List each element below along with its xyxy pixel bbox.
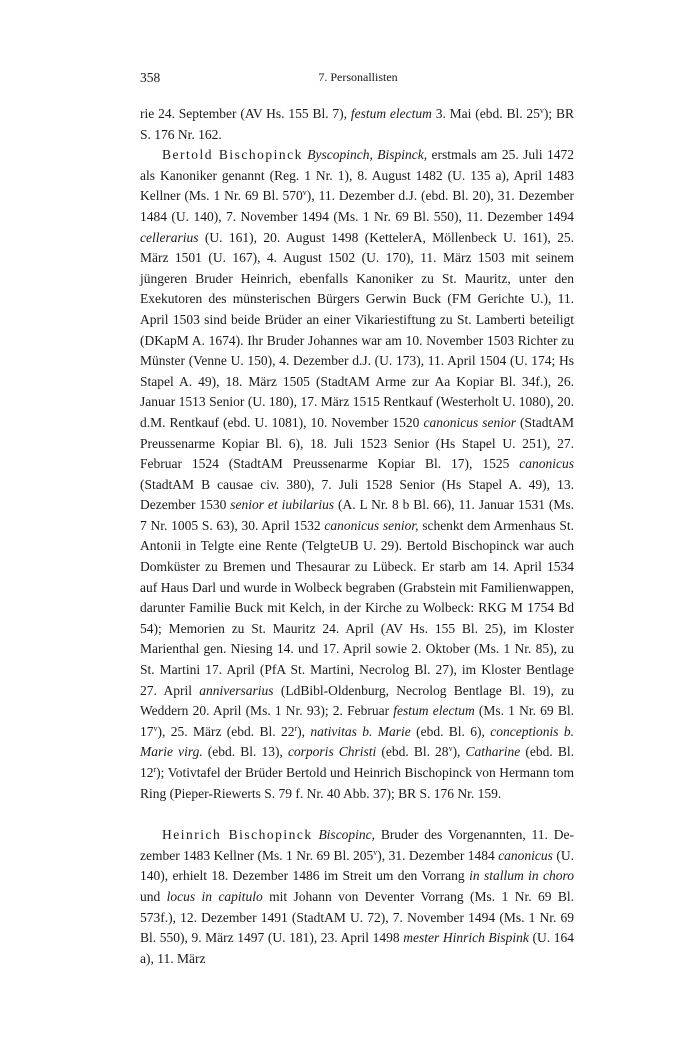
paragraph-heinrich: [140, 825, 574, 969]
italic-term: canonicus: [498, 847, 553, 863]
text-run: (Ms. 1 Nr. 69 Bl. 17: [140, 703, 574, 739]
body-text: [140, 104, 574, 969]
italic-term: locus in capitulo: [166, 888, 263, 904]
text-run: (A. L Nr. 8 b Bl. 66), 11. Januar 1531 (Ms. 7 Nr. 1005 S. 63), 30. April 1532: [140, 497, 574, 533]
text-run: (U. 161), 20. August 1498 (KettelerA, Möllenbeck U. 161), 25. März 1501 (U. 167), 4. August 1502 (U. 170), 11. März 1503 mit seinem jüngeren Bruder Heinrich, ebenfalls Kanoniker zu St. Mauritz, unter den Exekutoren des münsterischen Bürgers Gerwin Buck (FM Gerichte U.), 11. April 1503 sind beide Brüder an einer Vikariestiftung zu St. Lamberti beteiligt (DKapM A. 1674). Ihr Bruder Johannes war am 10. November 1503 Richter zu Münster (Venne U. 150), 4. Dezember d.J. (U. 173), 11. April 1504 (U. 174; Hs Stapel A. 49), 18. März 1505 (StadtAM Arme zur Aa Kopiar Bl. 34f.), 26. Januar 1513 Senior (U. 180), 17. März 1515 Rentkauf (Westerholt U. 1080), 20. d.M. Rentkauf (ebd. U. 1081), 10. November 1520: [140, 229, 574, 430]
running-title: 7. Personallisten: [318, 70, 398, 84]
person-name: Bertold Bischopinck: [162, 147, 303, 163]
italic-term: mester Hinrich Bispink: [403, 930, 529, 946]
text-run: erstmals am 25. Juli 1472 als Kanoniker genannt (Reg. 1 Nr. 1), 8. August 1482 (U. 135 a), April 1483 Kellner (Ms. 1 Nr. 69 Bl. 570: [140, 147, 574, 204]
italic-term: corporis Christi: [287, 744, 377, 760]
text-run: (U. 164 a), 11. März: [140, 930, 574, 966]
folio-superscript: r: [294, 723, 298, 733]
italic-term: festum electum: [350, 106, 432, 121]
text-run: und: [140, 888, 167, 904]
text-run: (ebd. Bl. 12: [140, 744, 574, 780]
text-run: (LdBibl-Oldenburg, Necrolog Bentlage Bl. 19), zu Weddern 20. April (Ms. 1 Nr. 93); 2. Februar: [140, 682, 574, 719]
text-run: (ebd. Bl. 13),: [202, 744, 288, 760]
italic-term: anniversarius: [199, 682, 274, 698]
text-run: ), 11. Dezember d.J. (ebd. Bl. 20), 31. Dezember 1484 (U. 140), 7. November 1494 (Ms. 1 Nr. 69 Bl. 550), 11. Dezember 1494: [140, 188, 574, 224]
folio-superscript: v: [302, 188, 307, 198]
text-run: mit Johann von Deventer Vorrang (Ms. 1 Nr. 69 Bl. 573f.), 12. Dezember 1491 (StadtAM U. 72), 7. November 1494 (Ms. 1 Nr. 69 Bl. 550), 9. März 1497 (U. 181), 23. April 1498: [140, 888, 575, 946]
text-run: (ebd. Bl. 6),: [410, 723, 491, 739]
paragraph-cont: [140, 104, 574, 145]
text-run: ),: [452, 744, 466, 760]
italic-term: Byscopinch, Bispinck,: [307, 147, 428, 163]
italic-term: Biscopinc,: [318, 827, 376, 843]
text-run: Bruder des Vorgenannten, 11. Dezember 1483 Kellner (Ms. 1 Nr. 69 Bl. 205: [140, 827, 575, 863]
person-name: Heinrich Bischopinck: [162, 827, 313, 843]
italic-term: conceptionis b. Marie virg.: [140, 723, 574, 760]
italic-term: Catharine: [465, 744, 521, 760]
text-run: (StadtAM B causae civ. 380), 7. Juli 1528 Senior (Hs Stapel A. 49), 13. Dezember 1530: [140, 476, 574, 513]
italic-term: canonicus senior: [423, 414, 516, 430]
italic-term: nativitas b. Marie: [310, 723, 411, 739]
text-run: ), 31. Dezember 1484: [377, 847, 499, 863]
folio-superscript: v: [153, 723, 158, 733]
folio-superscript: v: [373, 847, 378, 857]
text-run: ), 25. März (ebd. Bl. 22: [157, 723, 295, 739]
page-number: 358: [140, 70, 161, 85]
page-header: [140, 70, 576, 90]
folio-superscript: v: [539, 106, 544, 115]
text-run: ),: [297, 723, 311, 739]
text-run: schenkt dem Armenhaus St. Antonii in Telgte eine Rente (TelgteUB U. 29). Bertold Bischopinck war auch Domküster zu Bremen und Thesaurar zu Lübeck. Er starb am 14. April 1534 auf Haus Darl und wurde in Wolbeck begraben (Grabstein mit Familienwappen, darunter Familie Buck mit Kelch, in der Kirche zu Wolbeck: RKG M 1754 Bd 54); Memorien zu St. Mauritz 24. April (AV Hs. 155 Bl. 25), im Kloster Marienthal gen. Niesing 14. und 17. April sowie 2. Oktober (Ms. 1 Nr. 85), zu St. Martini 17. April (PfA St. Martini, Necrolog Bl. 27), im Kloster Bentlage 27. April: [140, 517, 574, 698]
text-run: (ebd. Bl. 28: [376, 744, 449, 760]
italic-term: festum electum: [393, 703, 475, 719]
text-run: ); Votivtafel der Brüder Bertold und Heinrich Bischopinck von Hermann tom Ring (Pieper-Riewerts S. 79 f. Nr. 40 Abb. 37); BR S. 176 Nr. 159.: [140, 765, 574, 801]
text-run: (U. 140), erhielt 18. Dezember 1486 im Streit um den Vorrang: [140, 847, 574, 884]
italic-term: canonicus senior,: [324, 517, 419, 533]
text-run: 3. Mai (ebd. Bl. 25: [431, 106, 540, 121]
folio-superscript: v: [448, 744, 453, 754]
text-run: ); BR S. 176 Nr. 162.: [140, 106, 574, 142]
folio-superscript: r: [153, 765, 157, 774]
paragraph-bertold: [140, 145, 574, 804]
italic-term: cellerarius: [140, 229, 199, 245]
text-run: (StadtAM Preussenarme Kopiar Bl. 6), 18. Juli 1523 Senior (Hs Stapel U. 251), 27. Februar 1524 (StadtAM Preussenarme Kopiar Bl. 17), 1525: [140, 414, 575, 472]
italic-term: canonicus: [519, 456, 574, 472]
italic-term: in stallum in choro: [469, 868, 574, 884]
italic-term: senior et iubilarius: [230, 497, 335, 513]
text-run: rie 24. September (AV Hs. 155 Bl. 7),: [140, 106, 351, 121]
